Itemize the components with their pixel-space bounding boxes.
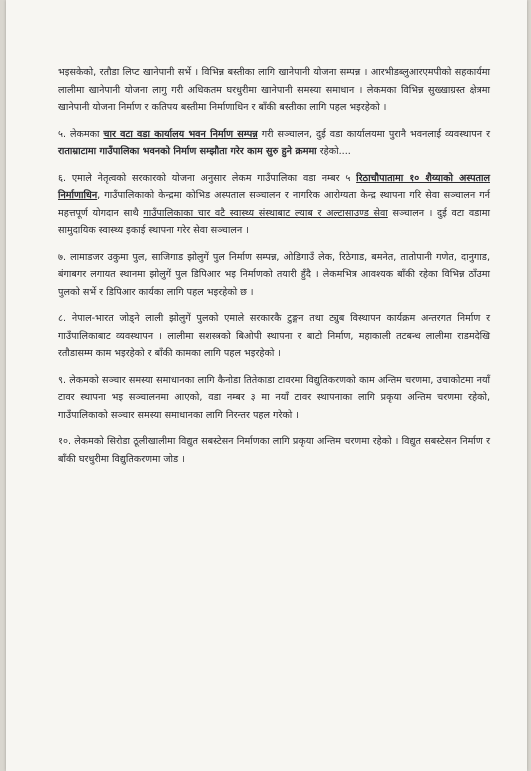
text-segment: ९. लेकमको सञ्चार समस्या समाधानका लागि कैनोडा तितेकाडा टावरमा विद्युतिकरणको काम अन्तिम चरणमा, उचाकोटमा नयाँ टावर स्थापना भइ सञ्चालनमा आएको, वडा नम्बर ३ मा नयाँ टावर स्थापनाका लागि प्रकृया अन्तिम चरणमा रहेको, गाउँपालिकाको सञ्चार समस्या समाधानका लागि निरन्तर पहल गरेको । xyxy=(58,374,490,421)
text-segment: सञ्चालन । दुई वटा वडामा सामुदायिक स्वास्थ्य इकाई स्थापना गरेर सेवा सञ्चालन । xyxy=(58,207,490,236)
text-segment: १०. लेकमको सिरोडा ठूलीखालीमा विद्युत सबस्टेसन निर्माणका लागि प्रकृया अन्तिम चरणमा रहेको । विद्युत सबस्टेसन निर्माण र बाँकी घरधुरीमा विद्युतिकरणमा जोड । xyxy=(58,436,490,465)
text-segment: गरी सञ्चालन, दुई वडा कार्यालयमा पुरानै भवनलाई व्यवस्थापन र xyxy=(257,128,490,140)
document-body xyxy=(58,64,490,477)
text-segment: ७. लामाडजर उकुमा पुल, साजिगाड झोलुगें पुल निर्माण सम्पन्न, ओडिगाउँ लेक, रिठेगाड, बमनेत, तातोपानी गणेत, दानुगाड, बंगाबगर लगायत स्थानमा झोलुगें पुल डिपिआर भइ निर्माणको तयारी हुँदै । लेकमभित्र आवश्यक बाँकी रहेका विभिन्न ठाँउमा पुलको सर्भे र डिपिआर कार्यका लागि पहल भइरहेको छ । xyxy=(58,251,490,298)
highlight-municipality-building: राताम्राटामा गाउँपालिका भवनको निर्माण सम्झौता गरेर काम सुरु हुने क्रममा xyxy=(58,146,317,157)
text-segment: ८. नेपाल-भारत जोड्ने लाली झोलुगें पुलको एमाले सरकारकै टुङ्गन तथा ट्युब विस्थापन कार्यक्रम अन्तरगत निर्माण र गाउँपालिकाबाट व्यवस्थापन । लालीमा सशस्त्रको बिओपी स्थापना र बाटो निर्माण, महाकाली तटबन्ध लालीमा राडमदेखि रतौडासम्म काम भइरहेको र बाँकी कामका लागि पहल भइरहेको । xyxy=(58,313,490,359)
paragraph-8-lali-bridge xyxy=(58,310,490,363)
text-segment: , गाउँपालिकाको केन्द्रमा कोभिड अस्पताल सञ्चालन र नागरिक आरोग्यता केन्द्र स्थापना गरि सेवा सञ्चालन गर्न महत्तपूर्ण योगदान साथै xyxy=(58,190,490,219)
highlight-hospital: रिठाचौपातामा १० शैय्याको अस्पताल निर्माणाधिन xyxy=(58,172,490,201)
paragraph-9-communication xyxy=(58,372,490,425)
document-page xyxy=(6,0,527,771)
paragraph-7-bridges xyxy=(58,249,490,302)
paragraph-water-supply xyxy=(58,64,490,117)
paragraph-6-hospital xyxy=(58,170,490,240)
text-segment: ६. एमाले नेतृत्वको सरकारको योजना अनुसार लेकम गाउँपालिका वडा नम्बर ५ xyxy=(58,172,357,184)
paragraph-5-ward-offices xyxy=(58,126,490,161)
text-segment: भइसकेको, रतौडा लिप्ट खानेपानी सर्भे । विभिन्न बस्तीका लागि खानेपानी योजना सम्पन्न । आरभीडब्लुआरएमपीको सहकार्यमा लालीमा खानेपानी योजना लागु गरी अधिकतम घरधुरीमा खानेपानी समस्या समाधान । लेकमका विभिन्न सुख्खाग्रस्त क्षेत्रमा खानेपानी योजना निर्माण र कतिपय बस्तीमा निर्माणाधिन र बाँकी बस्तीका लागि पहल भइरहेको । xyxy=(58,67,490,113)
text-segment: रहेको.... xyxy=(316,146,351,157)
paragraph-10-electricity xyxy=(58,433,490,468)
highlight-lab-service: गाउँपालिकाका चार वटै स्वास्थ्य संस्थाबाट ल्याब र अल्टासाउण्ड सेवा xyxy=(143,207,388,219)
text-segment: ५. लेकमका xyxy=(58,128,104,140)
highlight-ward-office-buildings: चार वटा वडा कार्यालय भवन निर्माण सम्पन्न xyxy=(103,128,258,140)
